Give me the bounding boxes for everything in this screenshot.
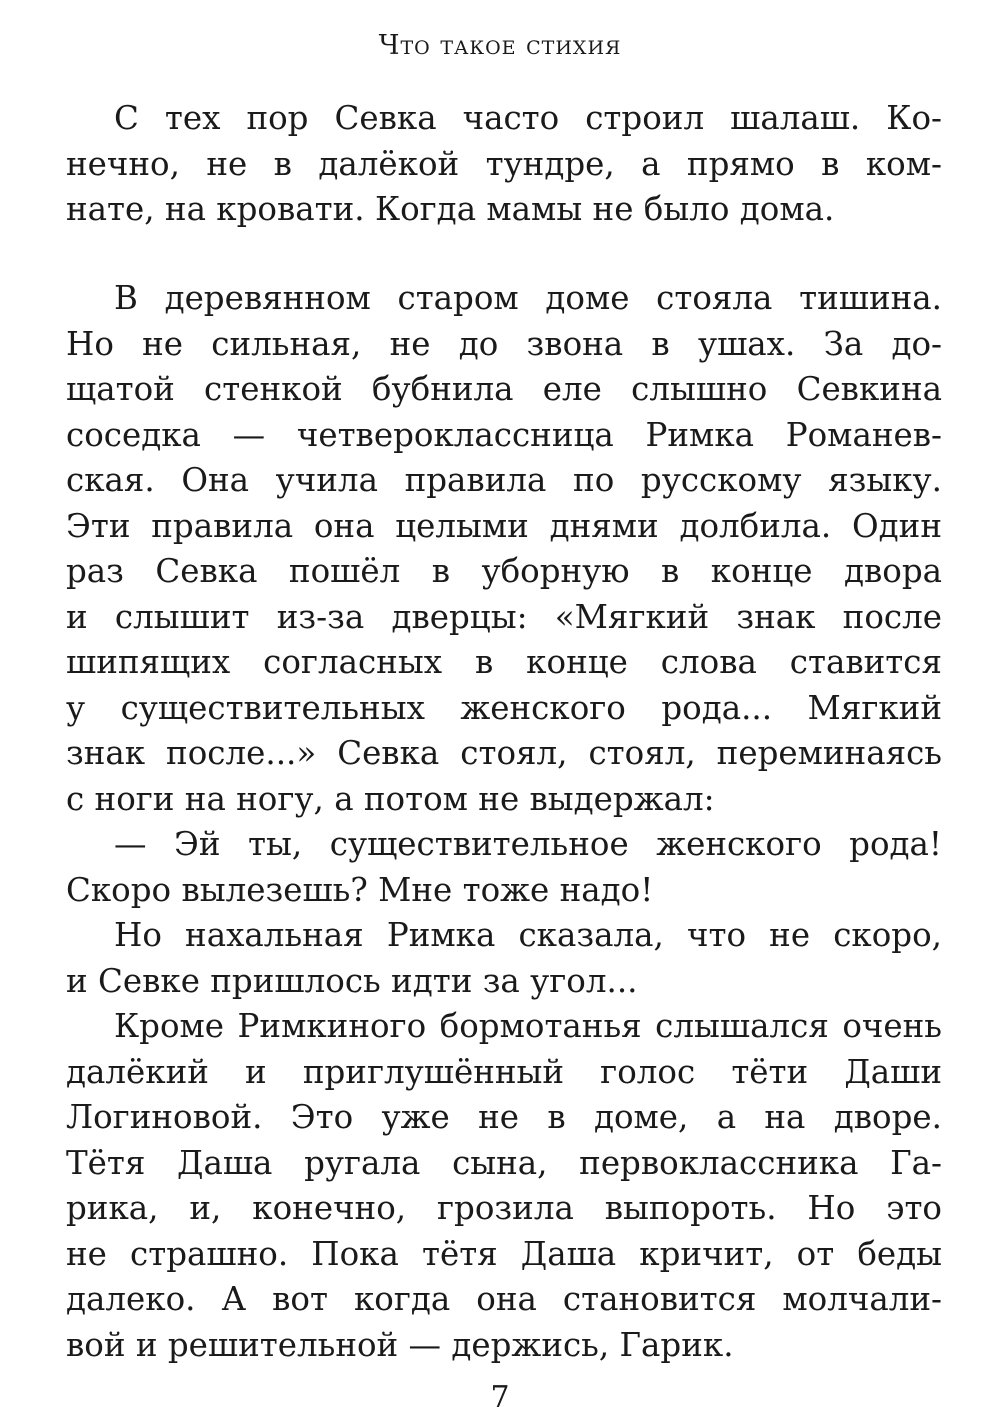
page-number: 7 (490, 1380, 510, 1415)
text-line: нечно, не в далёкой тундре, а прямо в ком- (66, 144, 942, 183)
text-line: далеко. А вот когда она становится молчали- (66, 1280, 942, 1318)
running-head: Что такое стихия (378, 30, 622, 61)
text-line: Тётя Даша ругала сына, первоклассника Га- (66, 1143, 942, 1182)
paragraph-block-1 (66, 96, 942, 233)
text-line: шипящих согласных в конце слова ставится (66, 643, 942, 681)
text-line: щатой стенкой бубнила еле слышно Севкина (66, 370, 942, 408)
text-line: Кроме Римкиного бормотанья слышался очень (114, 1007, 942, 1045)
text-line: с ноги на ногу, а потом не выдержал: (66, 779, 715, 818)
text-line: Эти правила она целыми днями долбила. Один (66, 506, 942, 545)
text-line: нате, на кровати. Когда мамы не было дома. (66, 190, 835, 228)
text-line: соседка — четвероклассница Римка Романев- (66, 415, 942, 454)
text-line: ская. Она учила правила по русскому языку. (66, 461, 942, 499)
text-line: знак после...» Севка стоял, стоял, переминаясь (66, 734, 942, 772)
text-line: не страшно. Пока тётя Даша кричит, от беды (66, 1234, 942, 1273)
text-line: и Севке пришлось идти за угол... (66, 961, 638, 1000)
text-line: Логиновой. Это уже не в доме, а на дворе. (66, 1098, 942, 1136)
text-line: и слышит из-за дверцы: «Мягкий знак после (66, 597, 942, 636)
paragraph-block-2 (66, 276, 942, 1368)
dialogue-line: — Эй ты, существительное женского рода! (114, 825, 942, 863)
text-line: С тех пор Севка часто строил шалаш. Ко- (114, 99, 942, 137)
text-line: Но не сильная, не до звона в ушах. За до- (66, 324, 942, 363)
text-line: далёкий и приглушённый голос тёти Даши (66, 1052, 942, 1091)
text-line: рика, и, конечно, грозила выпороть. Но это (66, 1189, 942, 1227)
text-line: у существительных женского рода... Мягкий (66, 688, 942, 727)
text-line: Но нахальная Римка сказала, что не скоро, (114, 916, 942, 954)
text-line: раз Севка пошёл в уборную в конце двора (66, 552, 942, 590)
text-line: В деревянном старом доме стояла тишина. (114, 279, 942, 317)
text-line: вой и решительной — держись, Гарик. (66, 1325, 734, 1364)
text-line: Скоро вылезешь? Мне тоже надо! (66, 870, 654, 909)
